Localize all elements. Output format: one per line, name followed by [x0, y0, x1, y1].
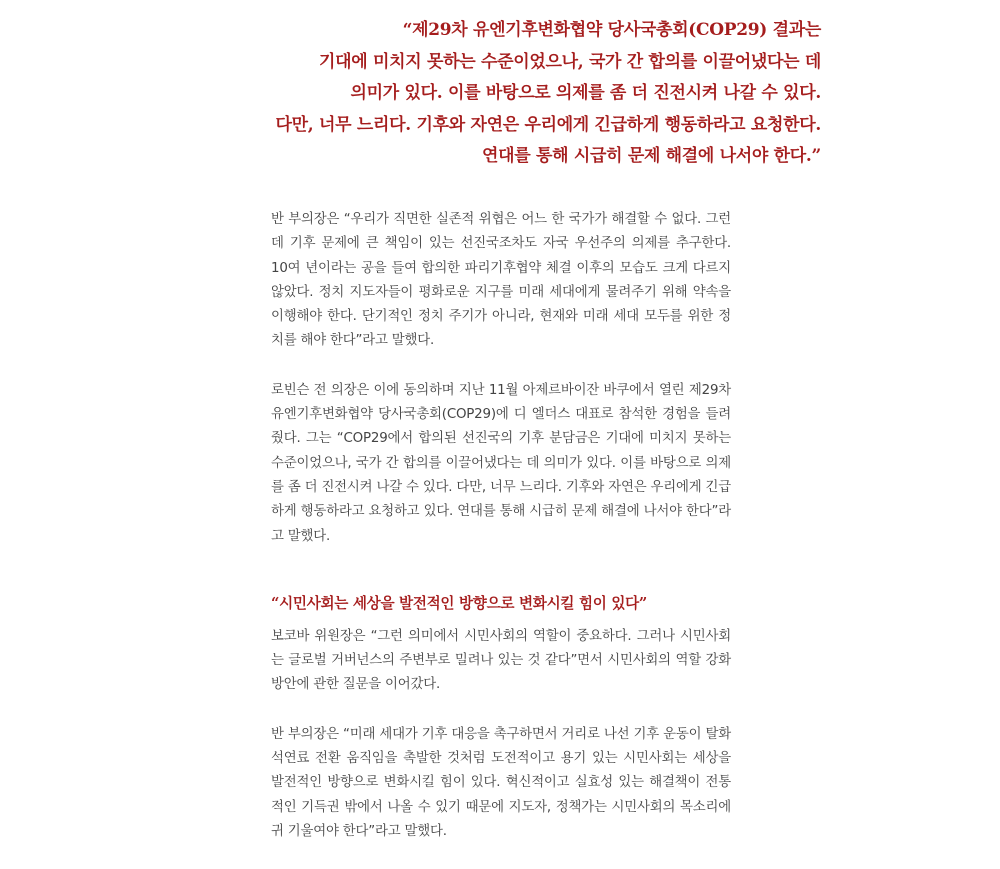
article-paragraph: 반 부의장은 “우리가 직면한 실존적 위협은 어느 한 국가가 해결할 수 없다. 그런데 기후 문제에 큰 책임이 있는 선진국조차도 자국 우선주의 의제를 추구한다. 10여 년이라는 공을 들여 합의한 파리기후협약 체결 이후의 모습도 크게 다르지 않았다. 정치 지도자들이 평화로운 지구를 미래 세대에게 물려주기 위해 약속을 이행해야 한다. 단기적인 정치 주기가 아니라, 현재와 미래 세대 모두를 위한 정치를 해야 한다”라고 말했다.	[271, 212, 731, 349]
article-paragraph: 보코바 위원장은 “그런 의미에서 시민사회의 역할이 중요하다. 그러나 시민사회는 글로벌 거버넌스의 주변부로 밀려나 있는 것 같다”면서 시민사회의 역할 강화 방안에 관한 질문을 이어갔다.	[271, 628, 731, 693]
pull-quote-line: 연대를 통해 시급히 문제 해결에 나서야 한다.”	[481, 146, 821, 166]
section-subheading: “시민사회는 세상을 발전적인 방향으로 변화시킬 힘이 있다”	[271, 594, 648, 612]
article-paragraph: 로빈슨 전 의장은 이에 동의하며 지난 11월 아제르바이잔 바쿠에서 열린 제29차 유엔기후변화협약 당사국총회(COP29)에 디 엘더스 대표로 참석한 경험을 들려줬다. 그는 “COP29에서 합의된 선진국의 기후 분담금은 기대에 미치지 못하는 수준이었으나, 국가 간 합의를 이끌어냈다는 데 의미가 있다. 이를 바탕으로 의제를 좀 더 진전시켜 나갈 수 있다. 다만, 너무 느리다. 기후와 자연은 우리에게 긴급하게 행동하라고 요청하고 있다. 연대를 통해 시급히 문제 해결에 나서야 한다”라고 말했다.	[271, 382, 731, 544]
pull-quote-line: 다만, 너무 느리다. 기후와 자연은 우리에게 긴급하게 행동하라고 요청한다.	[275, 114, 821, 135]
pull-quote-line: 의미가 있다. 이를 바탕으로 의제를 좀 더 진전시켜 나갈 수 있다.	[350, 83, 821, 103]
pull-quote-line: 기대에 미치지 못하는 수준이었으나, 국가 간 합의를 이끌어냈다는 데	[319, 51, 821, 72]
pull-quote	[200, 15, 821, 173]
pull-quote-line: “제29차 유엔기후변화협약 당사국총회(COP29) 결과는	[402, 20, 821, 40]
article-paragraph: 반 부의장은 “미래 세대가 기후 대응을 촉구하면서 거리로 나선 기후 운동이 탈화석연료 전환 움직임을 촉발한 것처럼 도전적이고 용기 있는 시민사회는 세상을 발전적인 방향으로 변화시킬 힘이 있다. 혁신적이고 실효성 있는 해결책이 전통적인 기득권 밖에서 나올 수 있기 때문에 지도자, 정책가는 시민사회의 목소리에 귀 기울여야 한다”라고 말했다.	[271, 726, 731, 839]
article-body	[271, 208, 731, 869]
